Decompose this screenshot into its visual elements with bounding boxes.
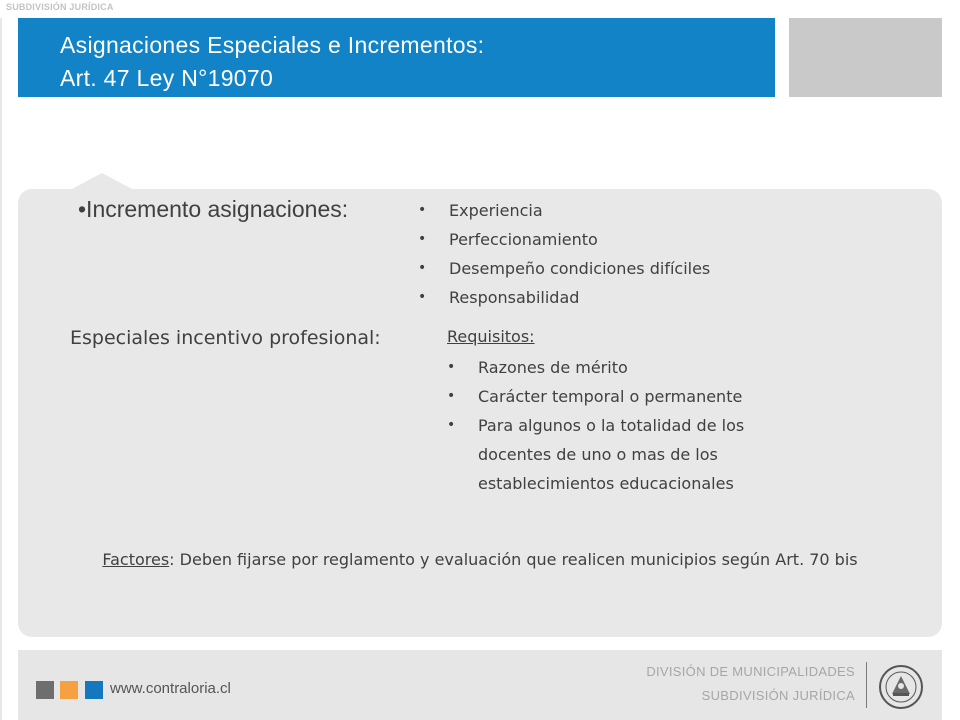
division-label: DIVISIÓN DE MUNICIPALIDADES — [646, 664, 855, 679]
bullet-icon: • — [418, 289, 427, 305]
subdivision-label: SUBDIVISIÓN JURÍDICA — [701, 688, 855, 703]
footer-divider — [866, 662, 867, 708]
list-item: • Perfeccionamiento — [418, 225, 710, 254]
website-link[interactable]: www.contraloria.cl — [110, 680, 231, 697]
top-label: SUBDIVISIÓN JURÍDICA — [6, 2, 114, 12]
requisitos-label: Requisitos: — [447, 327, 535, 346]
list-item: • Experiencia — [418, 196, 710, 225]
slide-title-line-2: Art. 47 Ley N°19070 — [60, 65, 274, 91]
factores-label: Factores — [102, 550, 170, 569]
especiales-heading: Especiales incentivo profesional: — [70, 327, 381, 349]
incremento-heading: •Incremento asignaciones: — [78, 196, 349, 222]
bullet-icon: • — [447, 359, 456, 375]
list-item: • Responsabilidad — [418, 283, 710, 312]
footer-square-grey — [36, 681, 54, 699]
footer-square-orange — [60, 681, 78, 699]
contraloria-seal-icon — [878, 664, 924, 710]
bullet-icon: • — [418, 202, 427, 218]
title-bar — [18, 18, 775, 97]
factores-note — [18, 545, 942, 574]
factores-text: : Deben fijarse por reglamento y evaluación que realicen municipios según Art. 70 bis — [169, 550, 858, 569]
left-divider — [0, 18, 2, 720]
list-item: • Para algunos o la totalidad de los docentes de uno o mas de los establecimientos educacionales — [447, 411, 808, 498]
list-item: • Desempeño condiciones difíciles — [418, 254, 710, 283]
incremento-list — [418, 196, 710, 312]
bullet-icon: • — [418, 231, 427, 247]
bullet-icon: • — [418, 260, 427, 276]
footer — [18, 650, 942, 720]
requisitos-list — [447, 353, 808, 498]
header-grey-block — [789, 18, 942, 97]
list-item: • Carácter temporal o permanente — [447, 382, 808, 411]
bullet-icon: • — [447, 388, 456, 404]
list-item: • Razones de mérito — [447, 353, 808, 382]
slide-title-line-1: Asignaciones Especiales e Incrementos: — [60, 32, 485, 58]
panel-notch — [70, 173, 134, 190]
bullet-icon: • — [447, 417, 456, 433]
footer-square-blue — [85, 681, 103, 699]
